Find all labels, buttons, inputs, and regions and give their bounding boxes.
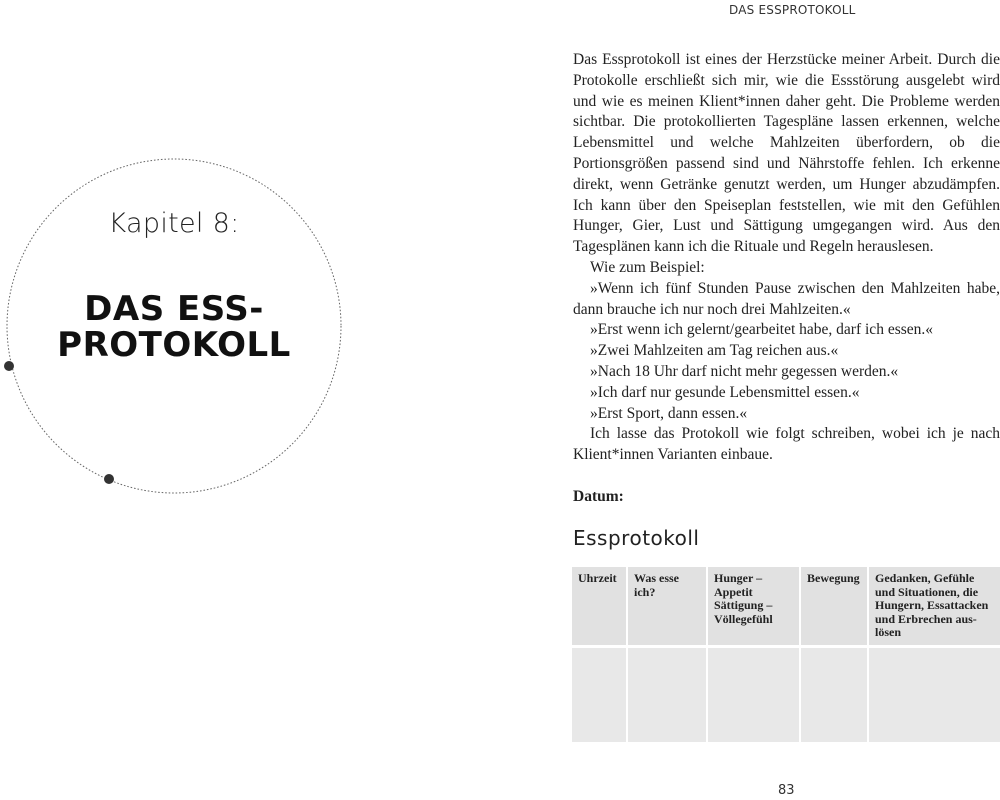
column-header-time: Uhrzeit — [572, 567, 628, 648]
quote-rule: »Zwei Mahlzeiten am Tag reichen aus.« — [590, 342, 839, 360]
paragraph-intro: Das Essprotokoll ist eines der Herzstücke meiner Arbeit. Durch die Protokolle erschließt sich mir, wie die Essstörung ausgelebt wird und wie es meinen Klient*innen daher geht. Die Probleme werden sichtbar. Die protokollierten Tagespläne lassen erkennen, welche Lebensmittel und welche Mahlzeiten überfordern, ob die Portionsgrößen passend sind und Nährstoffe fehlen. Ich erkenne direkt, wenn Getränke genutzt werden, um Hunger abzudämpfen. Ich kann über den Speiseplan feststellen, wie mit den Gefühlen Hunger, Gier, Lust und Sättigung umgegangen wird. Aus den Tagesplänen kann ich die Rituale und Regeln herauslesen. — [573, 51, 1000, 256]
column-header-hunger: Hunger – Appetit Sättigung – Völlegefühl — [708, 567, 801, 648]
quote-rule: »Wenn ich fünf Stunden Pause zwischen den Mahlzeiten habe, dann brauche ich nur noch drei Mahlzeiten.« — [573, 279, 1000, 318]
table-cell — [572, 648, 628, 742]
body-text — [573, 50, 1000, 466]
chapter-title — [0, 291, 348, 363]
chapter-title-line-2: PROTOKOLL — [57, 325, 291, 365]
column-header-movement: Bewegung — [801, 567, 869, 648]
chapter-title-line-1: DAS ESS- — [84, 289, 264, 329]
table-cell — [628, 648, 708, 742]
quote-rule: »Erst wenn ich gelernt/gearbeitet habe, darf ich essen.« — [590, 321, 934, 339]
table-cell — [801, 648, 869, 742]
paragraph-protocol-intro: Ich lasse das Protokoll wie folgt schreiben, wobei ich je nach Klient*innen Varianten einbaue. — [573, 425, 1000, 464]
protocol-heading: Essprotokoll — [573, 526, 700, 550]
table-row — [572, 648, 1000, 742]
datum-label: Datum: — [573, 488, 624, 505]
quote-rule: »Nach 18 Uhr darf nicht mehr gegessen werden.« — [590, 362, 899, 380]
chapter-number: Kapitel 8: — [108, 208, 240, 239]
chapter-circle-decoration — [0, 0, 350, 500]
running-header: DAS ESSPROTOKOLL — [729, 3, 856, 17]
circle-dot-bottom — [104, 474, 114, 484]
protocol-table — [572, 567, 1000, 742]
column-header-food: Was esse ich? — [628, 567, 708, 648]
paragraph-example-intro: Wie zum Beispiel: — [590, 258, 705, 276]
table-cell — [708, 648, 801, 742]
quote-rule: »Ich darf nur gesunde Lebensmittel essen.« — [590, 383, 860, 401]
column-header-thoughts: Gedanken, Gefühle und Situationen, die Hungern, Essattacken und Erbrechen aus-lösen — [869, 567, 1000, 648]
quote-rule: »Erst Sport, dann essen.« — [590, 404, 748, 422]
page-number: 83 — [778, 783, 795, 798]
table-cell — [869, 648, 1000, 742]
table-header-row — [572, 567, 1000, 648]
